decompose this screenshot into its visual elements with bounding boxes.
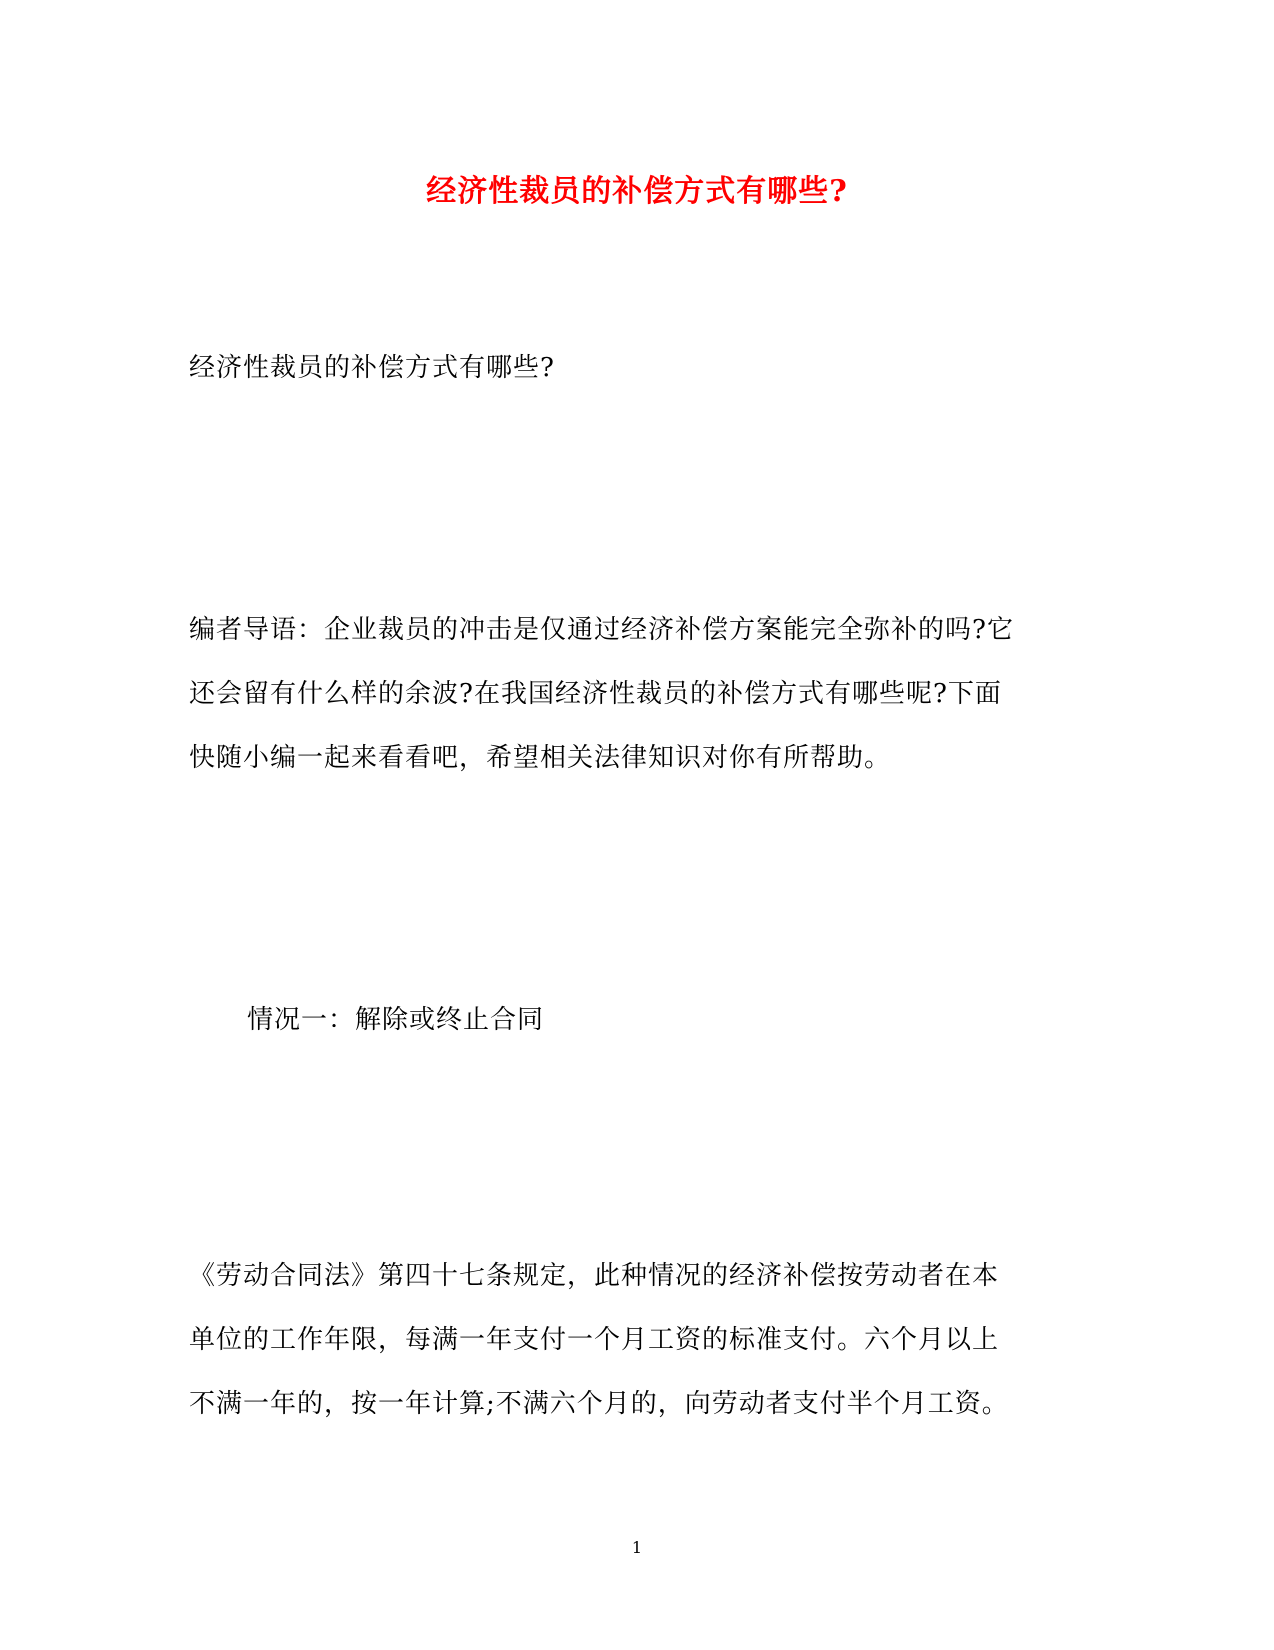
page-number: 1 [631,1538,643,1557]
law-paragraph [189,1244,1089,1436]
document-subtitle: 经济性裁员的补偿方式有哪些? [189,353,555,383]
law-line: 单位的工作年限，每满一年支付一个月工资的标准支付。六个月以上 [189,1325,1000,1355]
case-heading: 情况一：解除或终止合同 [247,1005,545,1035]
intro-line: 还会留有什么样的余波?在我国经济性裁员的补偿方式有哪些呢?下面 [189,679,1002,709]
editor-intro-paragraph [189,598,1089,790]
document-title: 经济性裁员的补偿方式有哪些? [426,174,848,209]
law-line: 不满一年的，按一年计算;不满六个月的，向劳动者支付半个月工资。 [189,1389,1009,1419]
intro-line: 快随小编一起来看看吧，希望相关法律知识对你有所帮助。 [189,743,892,773]
intro-line: 编者导语：企业裁员的冲击是仅通过经济补偿方案能完全弥补的吗?它 [189,615,1014,645]
law-line: 《劳动合同法》第四十七条规定，此种情况的经济补偿按劳动者在本 [189,1261,1000,1291]
